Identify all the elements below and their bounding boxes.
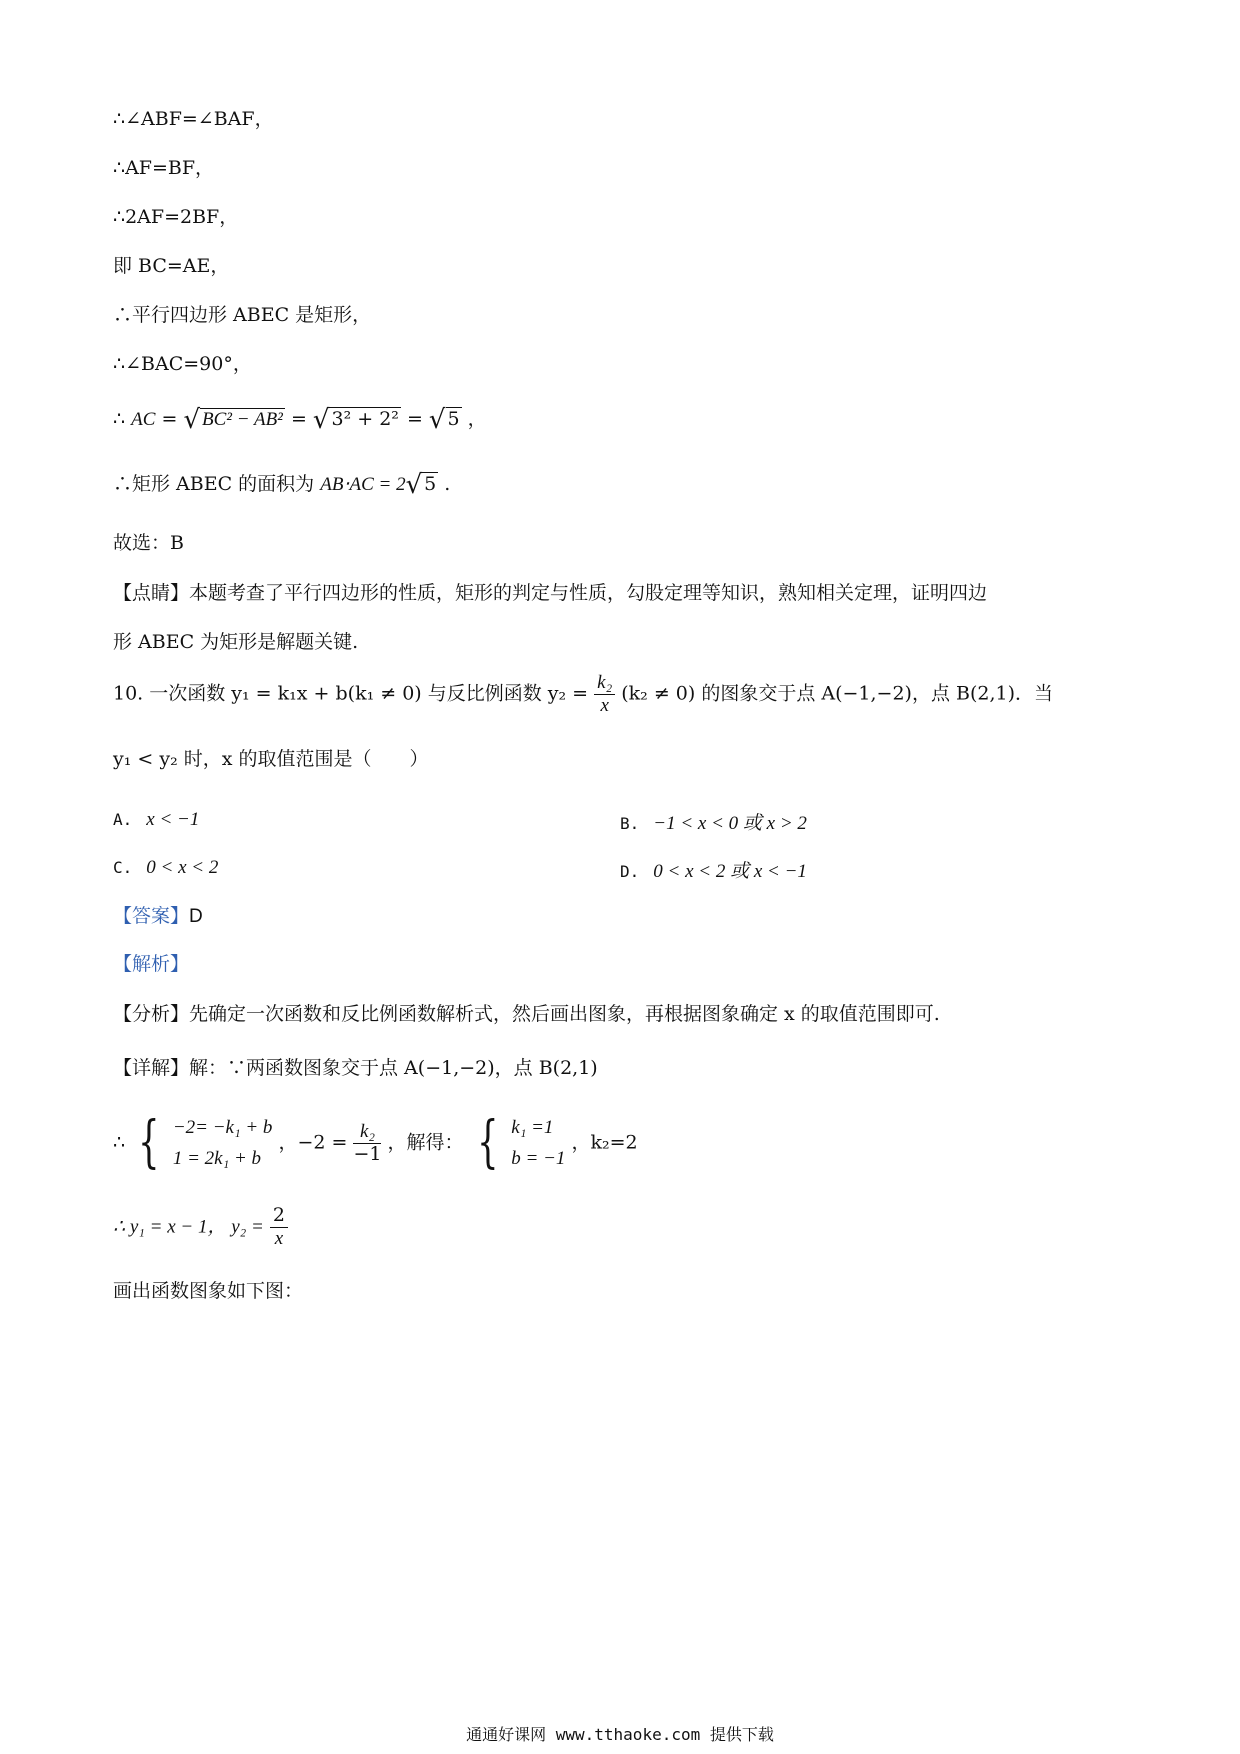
step-area bbox=[113, 470, 450, 501]
therefore-symbol: ∴ bbox=[113, 408, 126, 430]
answer-value: D bbox=[189, 906, 203, 927]
dianjing-line2: 形 ABEC 为矩形是解题关键. bbox=[113, 631, 359, 653]
answer-line bbox=[113, 905, 203, 929]
solve-text: ，解得： bbox=[387, 1131, 464, 1154]
comma: ， bbox=[467, 408, 487, 430]
system-line bbox=[113, 1112, 638, 1175]
step-angle-equal: ∴∠ABF=∠BAF， bbox=[113, 108, 274, 130]
step-ac-sqrt bbox=[113, 405, 487, 436]
ac-label: AC bbox=[131, 409, 156, 430]
analysis-tag: 【解析】 bbox=[113, 953, 190, 975]
option-c[interactable]: C. 0 < x < 2 bbox=[113, 857, 219, 878]
question-10-text-b: (k₂ ≠ 0) 的图象交于点 A(−1,−2)，点 B(2,1)．当 bbox=[621, 682, 1054, 705]
equals-2: = bbox=[290, 408, 307, 430]
option-b[interactable]: B. −1 < x < 0 或 x > 2 bbox=[620, 813, 807, 834]
step-angle-90: ∴∠BAC=90°， bbox=[113, 353, 252, 375]
k2-value: ，k₂=2 bbox=[571, 1131, 638, 1154]
dianjing-tag: 【点睛】 bbox=[113, 582, 190, 604]
option-a[interactable]: A. x < −1 bbox=[113, 809, 200, 830]
result-text: ∴ y₁ = x − 1， y₂ = bbox=[113, 1216, 264, 1238]
answer-tag: 【答案】 bbox=[113, 905, 190, 927]
step-bc-ae: 即 BC=AE， bbox=[113, 255, 230, 277]
period: . bbox=[444, 473, 451, 495]
k2-over-x: $\frac{\text{k₂}}{x}$ bbox=[594, 672, 615, 717]
area-sqrt-5: √ 5 bbox=[405, 470, 437, 500]
sqrt-bc-ab: √ BC² − AB² bbox=[183, 405, 283, 435]
xiangjie-line bbox=[113, 1057, 598, 1080]
area-expr: AB⋅AC = 2 bbox=[320, 474, 406, 495]
left-brace-2: { bbox=[476, 1110, 499, 1176]
footer-watermark: 通通好课网 www.tthaoke.com 提供下载 bbox=[466, 1725, 774, 1744]
dianjing-paragraph bbox=[113, 582, 987, 605]
sys-mid: ，−2 = bbox=[278, 1131, 348, 1154]
step-2af-2bf: ∴2AF=2BF， bbox=[113, 206, 239, 228]
sqrt-3-2: √ 3² + 2² bbox=[312, 405, 399, 435]
draw-line: 画出函数图象如下图： bbox=[113, 1280, 304, 1302]
step-af-bf: ∴AF=BF， bbox=[113, 157, 215, 179]
fenxi-text: 先确定一次函数和反比例函数解析式，然后画出图象，再根据图象确定 x 的取值范围即可. bbox=[189, 1003, 940, 1025]
system-1: −2= −k₁ + b 1 = 2k₁ + b bbox=[172, 1117, 273, 1170]
k2-over-neg1: $\frac{\text{k₂}}{-1}$ bbox=[353, 1121, 382, 1165]
fenxi-tag: 【分析】 bbox=[113, 1003, 190, 1025]
question-10-line2: y₁ < y₂ 时，x 的取值范围是（ ） bbox=[113, 748, 429, 770]
xiangjie-tag: 【详解】 bbox=[113, 1057, 190, 1079]
question-10-text-a: 10. 一次函数 y₁ = k₁x + b(k₁ ≠ 0) 与反比例函数 y₂ = bbox=[113, 682, 589, 705]
left-brace-1: { bbox=[138, 1110, 160, 1176]
step-rectangle: ∴平行四边形 ABEC 是矩形， bbox=[113, 304, 372, 326]
sys-therefore: ∴ bbox=[113, 1131, 126, 1154]
xiangjie-text: 解：∵两函数图象交于点 A(−1,−2)，点 B(2,1) bbox=[189, 1057, 598, 1079]
option-d[interactable]: D. 0 < x < 2 或 x < −1 bbox=[620, 861, 807, 882]
dianjing-text: 本题考查了平行四边形的性质，矩形的判定与性质，勾股定理等知识，熟知相关定理，证明四边 bbox=[189, 582, 988, 604]
area-text: ∴矩形 ABEC 的面积为 bbox=[113, 473, 315, 495]
fenxi-line bbox=[113, 1003, 940, 1026]
equals-1: = bbox=[161, 408, 178, 430]
equals-3: = bbox=[406, 408, 423, 430]
system-2: k₁ =1 b = −1 bbox=[511, 1117, 566, 1170]
question-10-line1 bbox=[113, 672, 1053, 717]
sqrt-5: √ 5 bbox=[428, 405, 460, 435]
choice-result: 故选：B bbox=[113, 532, 184, 554]
two-over-x: $\frac{2}{x}$ bbox=[270, 1205, 288, 1250]
result-line bbox=[113, 1205, 288, 1250]
